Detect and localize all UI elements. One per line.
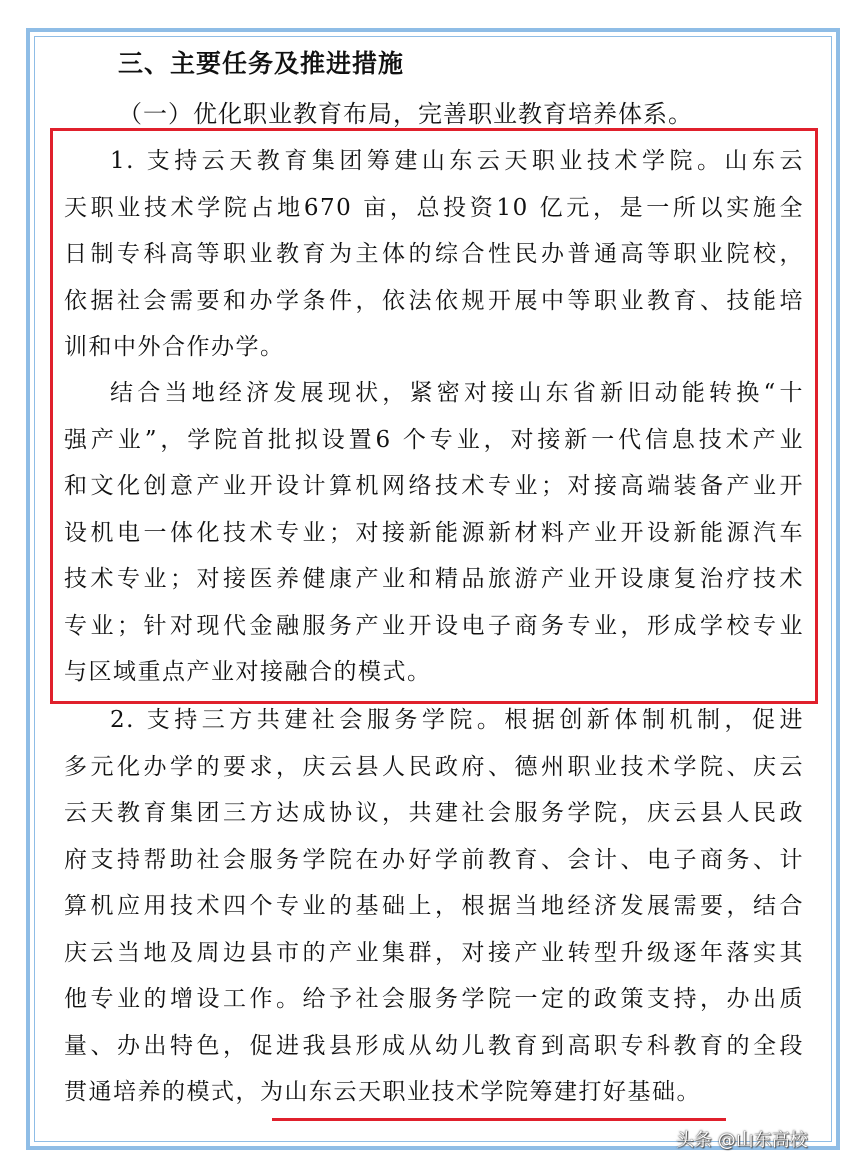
paragraph-line: 天职业技术学院占地670 亩，总投资10 亿元，是一所以实施全 [64, 194, 804, 221]
paragraph-line: 庆云当地及周边县市的产业集群，对接产业转型升级逐年落实其 [64, 939, 804, 966]
paragraph-line: 训和中外合作办学。 [64, 334, 285, 360]
paragraph-line: 与区域重点产业对接融合的模式。 [64, 659, 432, 685]
paragraph-line: 贯通培养的模式，为山东云天职业技术学院筹建打好基础。 [64, 1079, 701, 1105]
paragraph-line: 专业；针对现代金融服务产业开设电子商务专业，形成学校专业 [64, 612, 804, 639]
paragraph-line: 他专业的增设工作。给予社会服务学院一定的政策支持，办出质 [64, 986, 804, 1012]
paragraph-line: 依据社会需要和办学条件，依法依规开展中等职业教育、技能培 [64, 287, 804, 314]
paragraph-line: 算机应用技术四个专业的基础上，根据当地经济发展需要，结合 [64, 893, 804, 919]
section-heading: 三、主要任务及推进措施 [118, 49, 405, 78]
highlight-underline [272, 1118, 726, 1121]
paragraph-2 [64, 370, 804, 696]
paragraph-line: 1. 支持云天教育集团筹建山东云天职业技术学院。山东云 [110, 148, 804, 174]
paragraph-line: 技术专业；对接医养健康产业和精品旅游产业开设康复治疗技术 [64, 566, 804, 592]
paragraph-line: 结合当地经济发展现状，紧密对接山东省新旧动能转换“十 [110, 380, 804, 406]
paragraph-line: 和文化创意产业开设计算机网络技术专业；对接高端装备产业开 [64, 473, 804, 499]
paragraph-3 [64, 697, 804, 1116]
paragraph-1 [64, 138, 804, 371]
paragraph-line: 2. 支持三方共建社会服务学院。根据创新体制机制，促进 [110, 707, 804, 733]
paragraph-line: 府支持帮助社会服务学院在办好学前教育、会计、电子商务、计 [64, 846, 804, 873]
paragraph-line: 设机电一体化技术专业；对接新能源新材料产业开设新能源汽车 [64, 519, 804, 546]
paragraph-line: 量、办出特色，促进我县形成从幼儿教育到高职专科教育的全段 [64, 1032, 804, 1059]
paragraph-line: 多元化办学的要求，庆云县人民政府、德州职业技术学院、庆云 [64, 753, 804, 780]
paragraph-line: 日制专科高等职业教育为主体的综合性民办普通高等职业院校， [64, 241, 804, 267]
watermark: 头条 @山东高校 [676, 1130, 808, 1151]
paragraph-line: 强产业”，学院首批拟设置6 个专业，对接新一代信息技术产业 [64, 426, 804, 453]
paragraph-line: 云天教育集团三方达成协议，共建社会服务学院，庆云县人民政 [64, 800, 804, 826]
section-subheading: （一）优化职业教育布局，完善职业教育培养体系。 [118, 100, 693, 128]
